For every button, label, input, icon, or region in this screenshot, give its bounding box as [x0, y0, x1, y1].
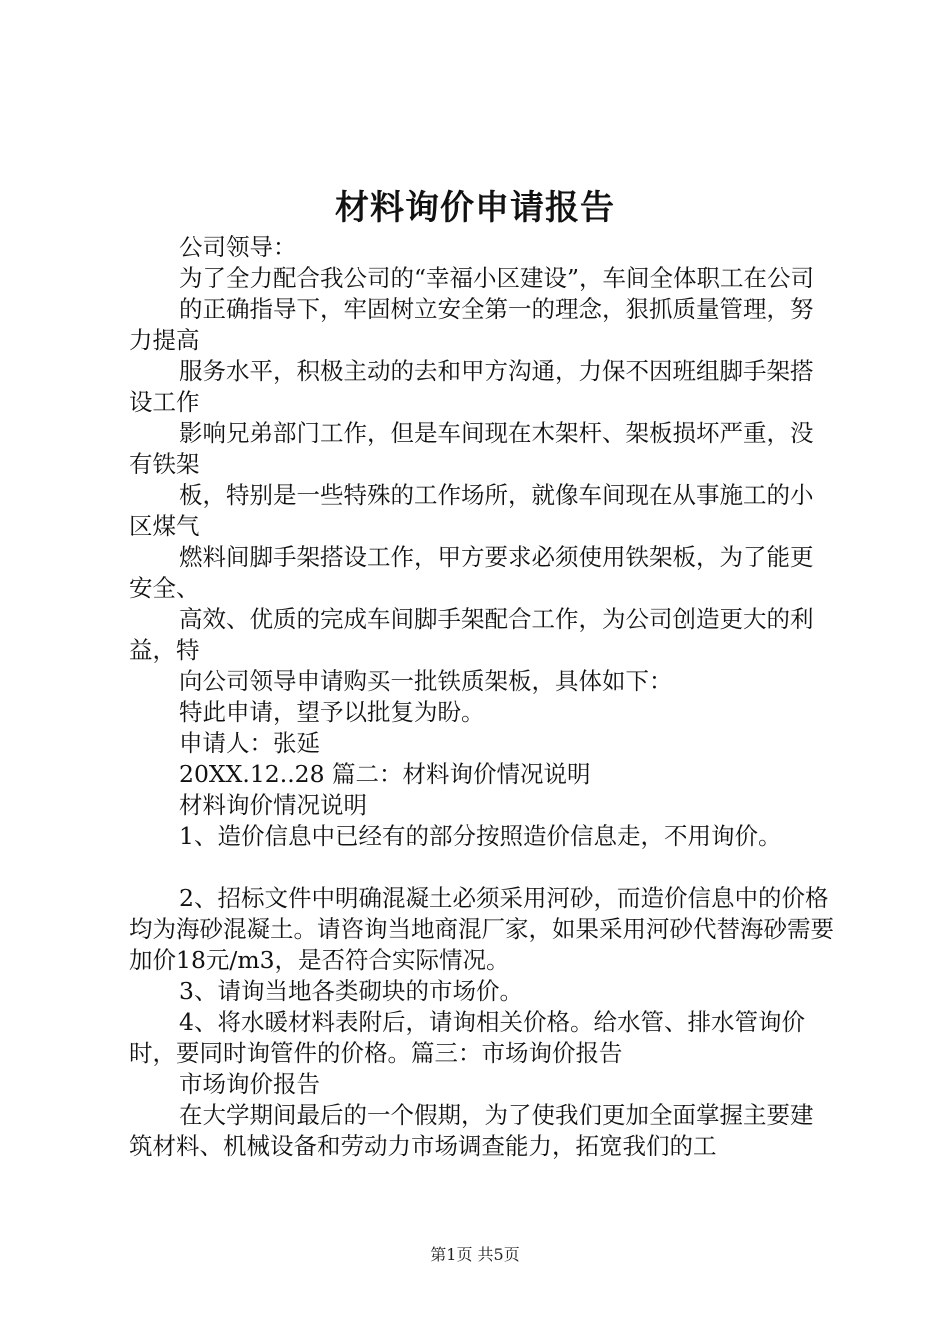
document-body: [129, 232, 834, 1162]
list-item: 2、招标文件中明确混凝土必须采用河砂，而造价信息中的价格均为海砂混凝土。请咨询当地商混厂家，如果采用河砂代替海砂需要加价18元/m3，是否符合实际情况。: [129, 884, 834, 974]
paragraph-salutation: 公司领导：: [179, 233, 297, 261]
paragraph: 影响兄弟部门工作，但是车间现在木架杆、架板损坏严重，没有铁架: [129, 419, 814, 478]
paragraph: 在大学期间最后的一个假期，为了使我们更加全面掌握主要建筑材料、机械设备和劳动力市场调查能力，拓宽我们的工: [129, 1101, 814, 1160]
list-item: 1、造价信息中已经有的部分按照造价信息走，不用询价。: [179, 822, 782, 850]
paragraph: 的正确指导下，牢固树立安全第一的理念，狠抓质量管理，努力提高: [129, 295, 814, 354]
paragraph-closing: 特此申请，望予以批复为盼。: [179, 698, 485, 726]
date-section-line: 20XX.12..28 篇二：材料询价情况说明: [179, 760, 591, 788]
paragraph: 板，特别是一些特殊的工作场所，就像车间现在从事施工的小区煤气: [129, 481, 814, 540]
page-footer: 第1页 共5页: [430, 1245, 520, 1264]
document-title: 材料询价申请报告: [335, 188, 615, 228]
paragraph: 为了全力配合我公司的“幸福小区建设”，车间全体职工在公司: [179, 264, 815, 292]
paragraph: 服务水平，积极主动的去和甲方沟通，力保不因班组脚手架搭设工作: [129, 357, 814, 416]
paragraph: 燃料间脚手架搭设工作，甲方要求必须使用铁架板，为了能更安全、: [129, 543, 814, 602]
section-heading: 材料询价情况说明: [179, 791, 367, 819]
list-item: 4、将水暖材料表附后，请询相关价格。给水管、排水管询价时，要同时询管件的价格。篇三：市场询价报告: [129, 1008, 805, 1067]
list-item: 3、请询当地各类砌块的市场价。: [179, 977, 523, 1005]
section-heading: 市场询价报告: [179, 1070, 320, 1098]
paragraph: 向公司领导申请购买一批铁质架板，具体如下：: [179, 667, 673, 695]
paragraph: 高效、优质的完成车间脚手架配合工作，为公司创造更大的利益，特: [129, 605, 814, 664]
applicant-line: 申请人：张延: [179, 729, 320, 757]
